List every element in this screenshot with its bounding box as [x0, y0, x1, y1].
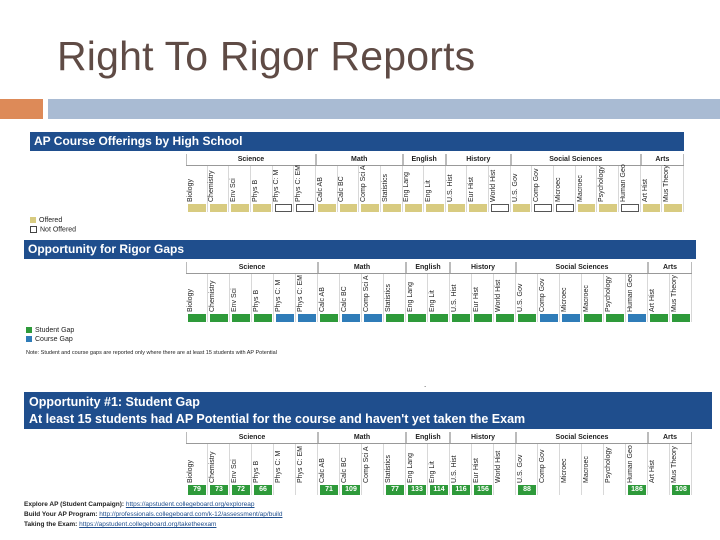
panel2-note: Note: Student and course gaps are reported only where there are at least 15 students with AP Potential: [26, 350, 277, 356]
panel3-title-line1: Opportunity #1: Student Gap: [29, 395, 200, 409]
course-label: Chemistry: [209, 280, 216, 312]
course-label: Biology: [187, 460, 194, 483]
offered-cell: [578, 204, 596, 212]
course-gap-cell: [342, 314, 360, 322]
separator-dot: .: [424, 380, 427, 389]
course-label: Calc AB: [319, 287, 326, 312]
course-label: Phys C: M: [275, 450, 282, 483]
offered-cell: [448, 204, 466, 212]
not-offered-cell: [296, 204, 314, 212]
course-label: Statistics: [381, 173, 389, 202]
offered-cell: [469, 204, 487, 212]
panel3-banner: [24, 392, 712, 429]
group-header-arts: Arts: [648, 262, 692, 273]
offered-cell: [340, 204, 358, 212]
course-label: Env Sci: [231, 288, 238, 312]
course-label: U.S. Hist: [451, 455, 458, 483]
panel2-legend-course-gap: Course Gap: [26, 336, 73, 343]
student-gap-cell: [386, 314, 404, 322]
panel3-title-line2: At least 15 students had AP Potential for the course and haven't yet taken the Exam: [29, 412, 526, 426]
course-label: Phys C: M: [275, 279, 282, 312]
offered-cell: [188, 204, 206, 212]
panel2-title: Opportunity for Rigor Gaps: [28, 242, 184, 256]
student-gap-count: 109: [342, 485, 360, 495]
not-offered-cell: [621, 204, 639, 212]
student-gap-count: 71: [320, 485, 338, 495]
group-header-math: Math: [318, 262, 406, 273]
group-header-social-sciences: Social Sciences: [511, 154, 641, 165]
group-header-math: Math: [318, 432, 406, 443]
course-label: Comp Sci A: [360, 165, 368, 202]
course-column: [582, 444, 604, 495]
student-gap-cell: [672, 314, 690, 322]
course-label: Eng Lang: [403, 172, 411, 202]
course-label: Eng Lit: [429, 290, 436, 312]
course-label: Calc AB: [319, 458, 326, 483]
course-label: Macroec: [576, 175, 584, 202]
offered-cell: [513, 204, 531, 212]
student-gap-count: 73: [210, 485, 228, 495]
student-gap-count: 72: [232, 485, 250, 495]
course-label: Eur Hist: [468, 177, 476, 202]
course-gap-cell: [276, 314, 294, 322]
course-label: Comp Sci A: [363, 275, 370, 312]
course-label: Phys C: M: [273, 169, 281, 202]
offered-cell: [318, 204, 336, 212]
title-accent-bar: [0, 99, 43, 119]
explore-ap-link[interactable]: https://apstudent.collegeboard.org/exploreap: [125, 501, 255, 508]
group-header-science: Science: [186, 154, 316, 165]
student-gap-cell: [254, 314, 272, 322]
student-gap-cell: [474, 314, 492, 322]
course-column: [604, 444, 626, 495]
course-label: Eng Lang: [407, 282, 414, 312]
course-label: Art Hist: [641, 179, 649, 202]
not-offered-cell: [491, 204, 509, 212]
course-column: [538, 444, 560, 495]
course-gap-cell: [298, 314, 316, 322]
panel1-title: AP Course Offerings by High School: [34, 134, 243, 148]
group-header-english: English: [406, 432, 450, 443]
group-header-science: Science: [186, 262, 318, 273]
offered-cell: [426, 204, 444, 212]
student-gap-count: 133: [408, 485, 426, 495]
group-header-arts: Arts: [641, 154, 684, 165]
resource-links: [24, 500, 282, 530]
student-gap-count: 114: [430, 485, 448, 495]
student-gap-cell: [650, 314, 668, 322]
student-gap-cell: [408, 314, 426, 322]
not-offered-cell: [534, 204, 552, 212]
course-label: Mus Theory: [663, 165, 671, 202]
course-label: Eng Lit: [429, 461, 436, 483]
course-label: Env Sci: [230, 178, 238, 202]
course-column: [274, 444, 296, 495]
offered-cell: [599, 204, 617, 212]
group-header-arts: Arts: [648, 432, 692, 443]
course-gap-swatch: [26, 336, 32, 342]
group-header-history: History: [450, 432, 516, 443]
course-gap-cell: [364, 314, 382, 322]
panel1-banner: [30, 132, 684, 151]
course-label: World Hist: [489, 169, 497, 202]
student-gap-cell: [496, 314, 514, 322]
course-label: U.S. Hist: [446, 174, 454, 202]
student-gap-cell: [320, 314, 338, 322]
group-header-history: History: [450, 262, 516, 273]
course-label: Eng Lang: [407, 453, 414, 483]
offered-cell: [664, 204, 682, 212]
taking-exam-link[interactable]: https://apstudent.collegeboard.org/taketheexam: [79, 521, 217, 528]
course-gap-cell: [628, 314, 646, 322]
course-label: Calc BC: [338, 176, 346, 202]
link-row-explore: Explore AP (Student Campaign): https://apstudent.collegeboard.org/exploreap: [24, 501, 255, 508]
group-header-math: Math: [316, 154, 403, 165]
group-header-english: English: [406, 262, 450, 273]
panel1-legend-offered: Offered: [30, 217, 62, 224]
student-gap-count: 79: [188, 485, 206, 495]
student-gap-cell: [584, 314, 602, 322]
slide-title: Right To Rigor Reports: [57, 33, 476, 79]
course-label: U.S. Gov: [517, 454, 524, 483]
panel2-legend-student-gap: Student Gap: [26, 327, 74, 334]
student-gap-count: 108: [672, 485, 690, 495]
student-gap-count: 156: [474, 485, 492, 495]
course-label: Comp Gov: [533, 168, 541, 202]
group-header-history: History: [446, 154, 511, 165]
course-label: Calc AB: [316, 177, 324, 202]
course-label: U.S. Gov: [511, 173, 519, 202]
group-header-science: Science: [186, 432, 318, 443]
course-label: Phys C: EM: [295, 165, 303, 202]
course-label: Biology: [186, 179, 194, 202]
offered-cell: [643, 204, 661, 212]
not-offered-swatch: [30, 226, 37, 233]
offered-cell: [383, 204, 401, 212]
title-underline-bar: [48, 99, 720, 119]
course-label: Macroec: [583, 456, 590, 483]
student-gap-cell: [606, 314, 624, 322]
course-label: Calc BC: [341, 457, 348, 483]
group-header-social-sciences: Social Sciences: [516, 262, 648, 273]
course-label: Statistics: [385, 454, 392, 483]
course-label: Phys B: [253, 460, 260, 483]
panel1-legend-not-offered: Not Offered: [30, 226, 76, 233]
student-gap-cell: [232, 314, 250, 322]
course-column: [648, 444, 670, 495]
course-label: Comp Gov: [539, 278, 546, 312]
course-label: Phys C: EM: [297, 446, 304, 483]
offered-swatch: [30, 217, 36, 223]
course-label: Comp Sci A: [363, 446, 370, 483]
course-label: Psychology: [605, 447, 612, 483]
offered-cell: [253, 204, 271, 212]
course-label: Eng Lit: [424, 180, 432, 202]
course-gap-cell: [562, 314, 580, 322]
course-gap-cell: [540, 314, 558, 322]
course-label: U.S. Gov: [517, 283, 524, 312]
course-label: Mus Theory: [671, 446, 678, 483]
course-label: Human Geo: [627, 274, 634, 312]
course-label: Statistics: [385, 283, 392, 312]
course-label: Art Hist: [649, 460, 656, 483]
group-header-english: English: [403, 154, 446, 165]
student-gap-swatch: [26, 327, 32, 333]
course-label: Macroec: [583, 285, 590, 312]
course-label: Human Geo: [627, 445, 634, 483]
student-gap-count: 116: [452, 485, 470, 495]
not-offered-cell: [556, 204, 574, 212]
course-label: Microec: [561, 458, 568, 483]
offered-cell: [231, 204, 249, 212]
course-column: [494, 444, 516, 495]
course-label: Microec: [561, 287, 568, 312]
panel2-banner: [24, 240, 696, 259]
build-program-link[interactable]: http://professionals.collegeboard.com/k-12/assessment/ap/build: [99, 511, 283, 518]
course-label: Phys C: EM: [297, 275, 304, 312]
offered-cell: [210, 204, 228, 212]
course-label: Eur Hist: [473, 287, 480, 312]
course-label: Eur Hist: [473, 458, 480, 483]
course-label: Comp Gov: [539, 449, 546, 483]
course-label: Psychology: [598, 166, 606, 202]
course-column: [560, 444, 582, 495]
course-label: Chemistry: [209, 451, 216, 483]
offered-cell: [361, 204, 379, 212]
course-column: [362, 444, 384, 495]
student-gap-cell: [188, 314, 206, 322]
not-offered-cell: [275, 204, 293, 212]
student-gap-cell: [210, 314, 228, 322]
course-label: Env Sci: [231, 459, 238, 483]
group-header-social-sciences: Social Sciences: [516, 432, 648, 443]
course-label: Microec: [554, 177, 562, 202]
link-row-build: Build Your AP Program: http://professionals.collegeboard.com/k-12/assessment/ap/build: [24, 511, 283, 518]
student-gap-cell: [518, 314, 536, 322]
student-gap-count: 186: [628, 485, 646, 495]
course-label: Psychology: [605, 276, 612, 312]
student-gap-cell: [430, 314, 448, 322]
course-label: Chemistry: [208, 170, 216, 202]
course-label: U.S. Hist: [451, 284, 458, 312]
course-label: World Hist: [495, 279, 502, 312]
course-label: Phys B: [253, 289, 260, 312]
course-label: Mus Theory: [671, 275, 678, 312]
student-gap-cell: [452, 314, 470, 322]
student-gap-count: 66: [254, 485, 272, 495]
course-label: World Hist: [495, 450, 502, 483]
course-label: Human Geo: [619, 164, 627, 202]
student-gap-count: 88: [518, 485, 536, 495]
course-label: Art Hist: [649, 289, 656, 312]
link-row-taking: Taking the Exam: https://apstudent.collegeboard.org/taketheexam: [24, 521, 217, 528]
offered-cell: [405, 204, 423, 212]
course-label: Phys B: [251, 179, 259, 202]
course-label: Biology: [187, 289, 194, 312]
course-label: Calc BC: [341, 286, 348, 312]
student-gap-count: 77: [386, 485, 404, 495]
course-column: [296, 444, 318, 495]
